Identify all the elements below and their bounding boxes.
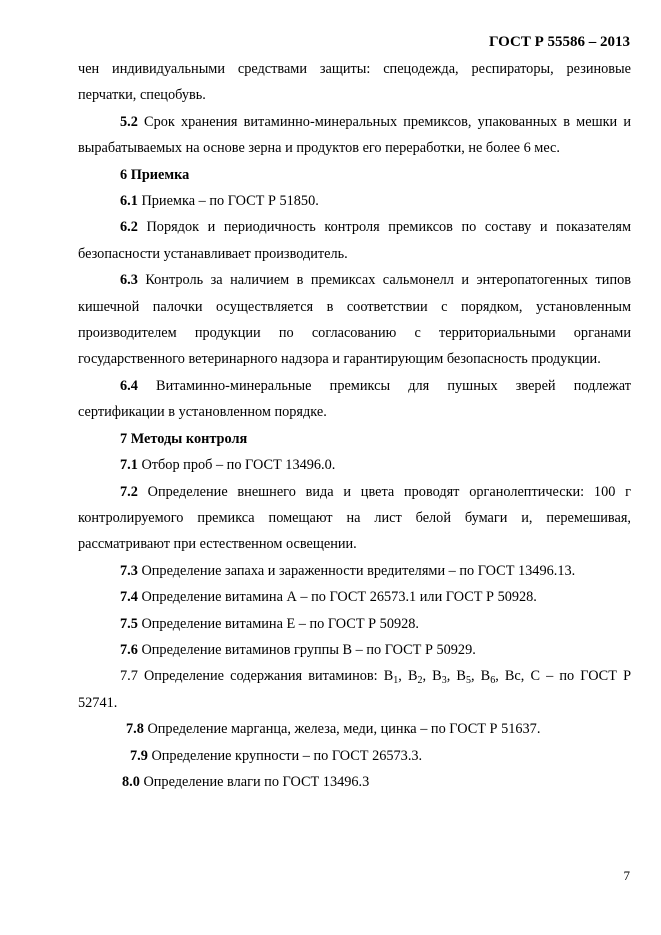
clause-text: Определение витамина А – по ГОСТ 26573.1 или ГОСТ Р 50928. <box>137 589 537 606</box>
standard-code-header: ГОСТ Р 55586 – 2013 <box>488 34 630 50</box>
clause-text: Приемка – по ГОСТ Р 51850. <box>137 193 319 210</box>
section-6-title: 6 Приемка <box>120 166 190 183</box>
paragraph-7-7 <box>78 663 631 716</box>
clause-text: Витаминно-минеральные премиксы для пушных зверей подлежат сертификации в установленном порядке. <box>78 377 631 421</box>
clause-number: 5.2 <box>120 113 138 130</box>
subscript: 5 <box>465 675 471 687</box>
clause-text: Отбор проб – по ГОСТ 13496.0. <box>137 457 336 474</box>
clause-text: Срок хранения витаминно-минеральных премиксов, упакованных в мешки и вырабатываемых на основе зерна и продуктов его переработки, не более 6 мес. <box>78 113 631 157</box>
subscript: 3 <box>441 675 447 687</box>
clause-text: Определение марганца, железа, меди, цинка – по ГОСТ Р 51637. <box>143 721 541 738</box>
clause-text: Определение витаминов группы В – по ГОСТ Р 50929. <box>137 641 476 658</box>
paragraph-7-2 <box>78 479 631 558</box>
paragraph-7-8 <box>78 716 631 742</box>
subscript: 6 <box>490 675 496 687</box>
clause-number: 7.5 <box>120 615 138 632</box>
paragraph-7-9 <box>78 743 631 769</box>
clause-number: 8.0 <box>122 773 140 790</box>
section-7-title: 7 Методы контроля <box>120 430 248 447</box>
clause-number: 7.3 <box>120 562 138 579</box>
clause-text: Определение влаги по ГОСТ 13496.3 <box>139 773 370 790</box>
page-number: 7 <box>623 868 630 883</box>
paragraph-7-3 <box>78 558 631 584</box>
paragraph-6-1 <box>78 188 631 214</box>
clause-number: 6.1 <box>120 193 138 210</box>
clause-text: Порядок и периодичность контроля премиксов по составу и показателям безопасности устанавливает производитель. <box>78 219 631 262</box>
document-body <box>78 56 631 795</box>
clause-number: 7.4 <box>120 589 138 606</box>
clause-number: 7.2 <box>120 483 138 500</box>
clause-number: 6.3 <box>120 272 138 289</box>
subscript: 2 <box>417 675 423 687</box>
paragraph-8-0 <box>78 769 631 795</box>
clause-text: Определение витамина Е – по ГОСТ Р 50928. <box>137 615 419 632</box>
clause-text: 7.7 Определение содержания витаминов: B <box>120 668 394 685</box>
paragraph-6-2 <box>78 214 631 267</box>
clause-text: , Bc, С – по ГОСТ Р 52741. <box>78 668 632 711</box>
clause-text: , B <box>422 668 442 685</box>
clause-number: 6.4 <box>120 377 138 394</box>
paragraph-5-2 <box>78 109 631 162</box>
paragraph-6-3 <box>78 267 631 373</box>
paragraph-7-1 <box>78 452 631 478</box>
paragraph-7-5 <box>78 611 631 637</box>
paragraph-7-4 <box>78 584 631 610</box>
clause-text: Определение крупности – по ГОСТ 26573.3. <box>147 747 423 764</box>
clause-number: 7.8 <box>126 721 144 738</box>
clause-number: 7.6 <box>120 641 138 658</box>
paragraph-7-6 <box>78 637 631 663</box>
clause-number: 7.9 <box>130 747 148 764</box>
clause-text: , B <box>446 668 466 685</box>
paragraph-continuation: чен индивидуальными средствами защиты: спецодежда, респираторы, резиновые перчатки, спецобувь. <box>78 61 631 104</box>
subscript: 1 <box>393 675 399 687</box>
clause-number: 7.1 <box>120 457 138 474</box>
clause-text: , B <box>398 668 418 685</box>
clause-text: Контроль за наличием в премиксах сальмонелл и энтеропатогенных типов кишечной палочки осуществляется в соответствии с порядком, установленным производителем продукции по согласованию с территориальными органами государственного ветеринарного надзора и гарантирующим безопасность продукции. <box>78 272 631 368</box>
paragraph-6-4 <box>78 373 631 426</box>
clause-text: Определение запаха и зараженности вредителями – по ГОСТ 13496.13. <box>137 562 576 579</box>
clause-text: Определение внешнего вида и цвета проводят органолептически: 100 г контролируемого премикса помещают на лист белой бумаги и, перемешивая, рассматривают при естественном освещении. <box>78 483 631 553</box>
clause-text: , B <box>470 668 491 685</box>
clause-number: 6.2 <box>120 219 138 236</box>
